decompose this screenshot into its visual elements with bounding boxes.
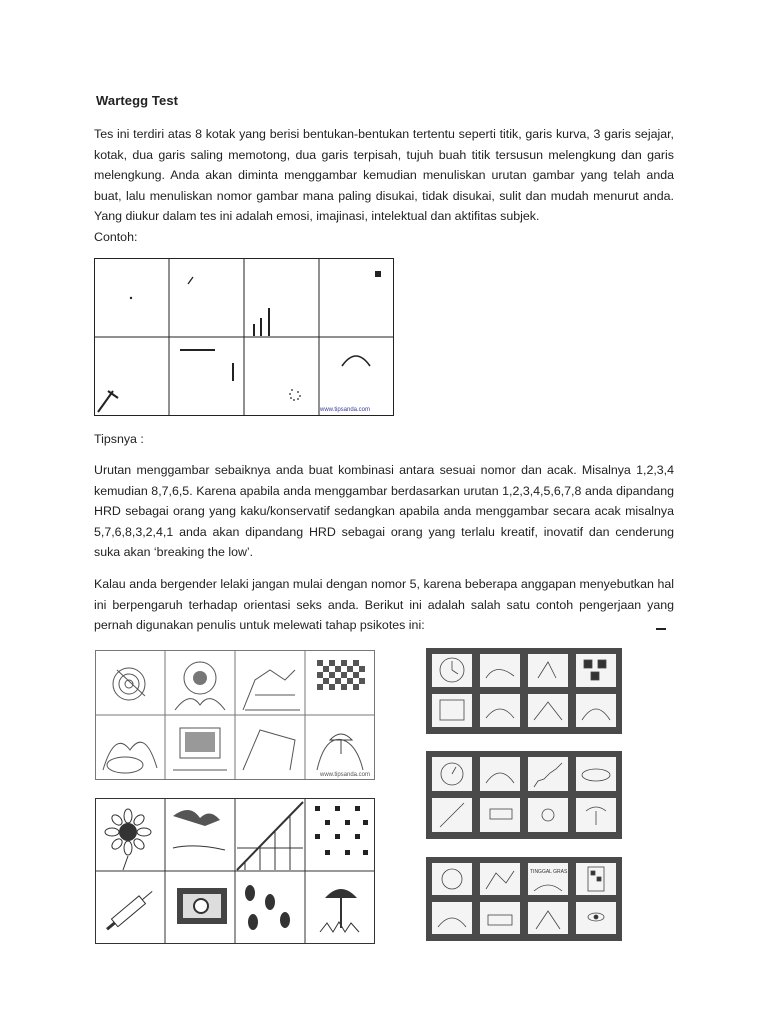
sample-box-text: TINGGAL GRAS (530, 869, 568, 875)
sample-strip-2 (426, 751, 622, 839)
tips-paragraph-1: Urutan menggambar sebaiknya anda buat kombinasi antara sesuai nomor dan acak. Misalnya 1,2,3,4 kemudian 8,7,6,5. Karena apabila anda menggambar berdasarkan urutan 1,2,3,4,5,6,7,8 anda dipandang HRD sebagai orang yang kaku/konservatif sedangkan apabila anda menggambar secara acak misalnya 5,7,6,8,3,2,4,1 anda akan dipandang HRD sebagai orang yang terlalu kreatif, inovatif dan cenderung suka akan ‘breaking the low’. (94, 463, 674, 559)
example-label: Contoh: (94, 229, 138, 244)
sample-strip-1 (426, 648, 622, 734)
sample-grid-drawing-2 (95, 798, 375, 944)
sample-grid-watermark: www.tipsanda.com (320, 772, 371, 778)
sample-grid-drawing-1 (95, 650, 375, 780)
intro-text: Tes ini terdiri atas 8 kotak yang berisi bentukan-bentukan tertentu seperti titik, garis kurva, 3 garis sejajar, kotak, dua garis saling memotong, dua garis terpisah, tujuh buah titik tersusun melengkung dan garis melengkung. Anda akan diminta menggambar kemudian menuliskan urutan gambar yang telah anda buat, lalu menuliskan nomor gambar mana paling disukai, tidak disukai, sulit dan mudah menurut anda. Yang diukur dalam tes ini adalah emosi, imajinasi, intelektual dan aktifitas subjek. (94, 127, 674, 223)
tips-label: Tipsnya : (94, 432, 144, 446)
sample-strip-3 (426, 857, 622, 941)
intro-paragraph (94, 124, 674, 247)
tips-paragraph-2: Kalau anda bergender lelaki jangan mulai dengan nomor 5, karena beberapa anggapan menyebutkan hal ini berpengaruh terhadap orientasi seks anda. Berikut ini adalah salah satu contoh pengerjaan yang pernah digunakan penulis untuk melewati tahap psikotes ini: (94, 577, 674, 632)
example-grid-watermark: www.tipsanda.com (320, 407, 371, 413)
document-title: Wartegg Test (96, 93, 179, 108)
example-wartegg-grid (94, 258, 394, 416)
stray-dash (656, 628, 666, 630)
